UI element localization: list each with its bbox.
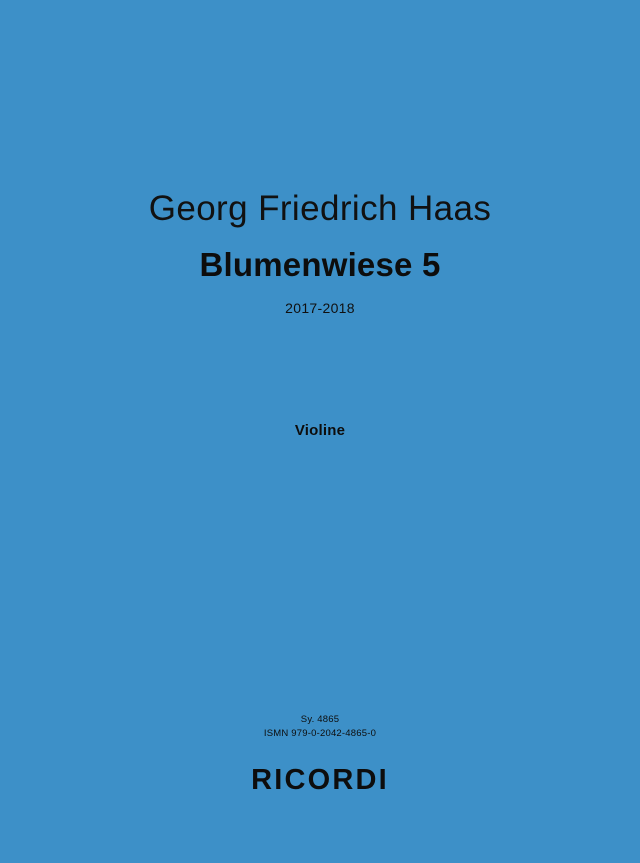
composer-name: Georg Friedrich Haas <box>148 189 492 228</box>
composition-years: 2017-2018 <box>285 299 355 316</box>
plate-number: Sy. 4865 <box>300 713 340 725</box>
title-block <box>0 190 640 316</box>
instrument-label: Violine <box>294 422 346 439</box>
ismn-number: ISMN 979-0-2042-4865-0 <box>263 728 377 740</box>
work-title: Blumenwiese 5 <box>199 245 441 283</box>
imprint-block <box>0 713 640 797</box>
publisher-logo: RICORDI <box>251 764 389 796</box>
